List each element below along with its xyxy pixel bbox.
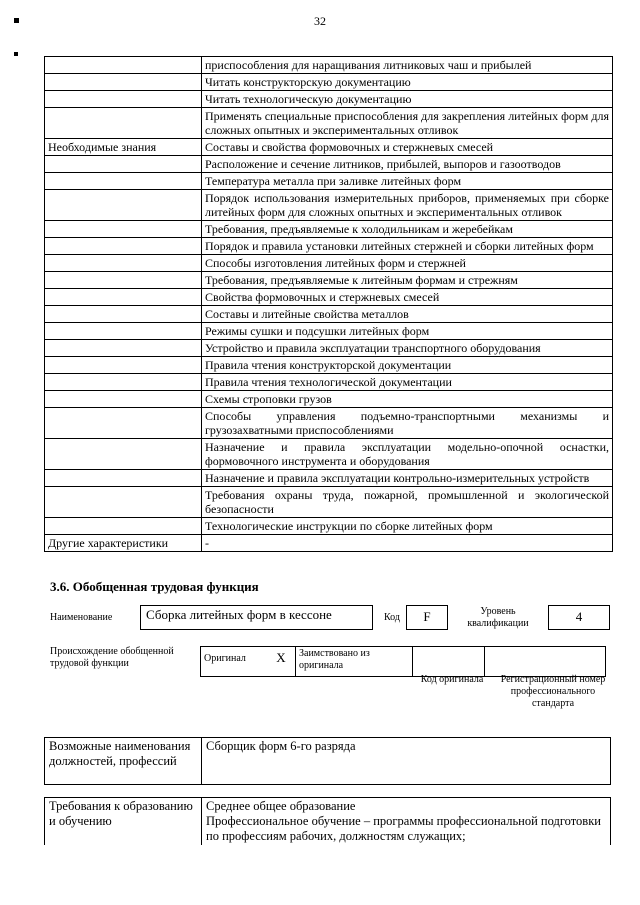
row-value: Назначение и правила эксплуатации контрольно-измерительных устройств: [202, 470, 613, 487]
original-mark: X: [267, 647, 296, 677]
row-value: Правила чтения конструкторской документации: [202, 357, 613, 374]
row-label: [45, 391, 202, 408]
row-value: Порядок и правила установки литейных стержней и сборки литейных форм: [202, 238, 613, 255]
table-row: [45, 156, 613, 173]
origin-label: Происхождение обобщенной трудовой функции: [50, 646, 174, 669]
table-row: [45, 108, 613, 139]
row-label: [45, 340, 202, 357]
table-row: [45, 173, 613, 190]
knowledge-table-body: [45, 57, 613, 552]
name-value: Сборка литейных форм в кессоне: [146, 607, 332, 622]
row-label: [45, 156, 202, 173]
row-label: [45, 323, 202, 340]
knowledge-table: [44, 56, 613, 552]
row-label: [45, 357, 202, 374]
row-value: Устройство и правила эксплуатации транспортного оборудования: [202, 340, 613, 357]
code-value: F: [423, 609, 431, 624]
row-value: Составы и свойства формовочных и стержневых смесей: [202, 139, 613, 156]
name-label: Наименование: [50, 612, 113, 623]
name-value-box: [140, 605, 373, 630]
row-value: Технологические инструкции по сборке литейных форм: [202, 518, 613, 535]
table-row: [45, 374, 613, 391]
row-value: Назначение и правила эксплуатации модельно-опочной оснастки, формовочного инструмента и оборудования: [202, 439, 613, 470]
table-row: [45, 272, 613, 289]
page-number: 32: [314, 14, 326, 28]
table-row: [45, 439, 613, 470]
row-value: Требования, предъявляемые к литейным формам и стрежням: [202, 272, 613, 289]
education-value: [202, 798, 611, 846]
row-label: [45, 272, 202, 289]
row-label: [45, 190, 202, 221]
row-value: Требования охраны труда, пожарной, промышленной и экологической безопасности: [202, 487, 613, 518]
code-value-box: [406, 605, 448, 630]
table-row: [45, 74, 613, 91]
positions-table: [44, 737, 611, 785]
code-original-caption: Код оригинала: [420, 674, 484, 685]
education-table: [44, 797, 611, 845]
code-label: Код: [384, 612, 400, 623]
row-label: [45, 221, 202, 238]
table-row: [45, 357, 613, 374]
education-label: Требования к образованию и обучению: [45, 798, 202, 846]
margin-mark: [14, 18, 19, 23]
table-row: [45, 139, 613, 156]
section-title: 3.6. Обобщенная трудовая функция: [50, 579, 259, 594]
row-value: приспособления для наращивания литниковых чаш и прибылей: [202, 57, 613, 74]
row-value: Режимы сушки и подсушки литейных форм: [202, 323, 613, 340]
row-label: [45, 173, 202, 190]
row-label: [45, 306, 202, 323]
row-value: Требования, предъявляемые к холодильникам и жеребейкам: [202, 221, 613, 238]
table-row: [45, 487, 613, 518]
row-label: Необходимые знания: [45, 139, 202, 156]
row-value: Применять специальные приспособления для закрепления литейных форм для сложных опытных и экспериментальных отливок: [202, 108, 613, 139]
row-label: [45, 470, 202, 487]
table-row: [45, 255, 613, 272]
row-value: Температура металла при заливке литейных форм: [202, 173, 613, 190]
row-value: Способы управления подъемно-транспортными механизмы и грузозахватными приспособлениями: [202, 408, 613, 439]
row-label: [45, 518, 202, 535]
reg-number-caption: Регистрационный номер профессионального стандарта: [500, 674, 606, 709]
table-row: [45, 57, 613, 74]
table-row: [45, 306, 613, 323]
table-row: [45, 518, 613, 535]
row-value: Читать конструкторскую документацию: [202, 74, 613, 91]
row-value: Читать технологическую документацию: [202, 91, 613, 108]
original-label: Оригинал: [201, 647, 268, 677]
row-value: Расположение и сечение литников, прибылей, выпоров и газоотводов: [202, 156, 613, 173]
row-value: Схемы строповки грузов: [202, 391, 613, 408]
row-label: [45, 91, 202, 108]
row-value: Составы и литейные свойства металлов: [202, 306, 613, 323]
row-value: Способы изготовления литейных форм и стержней: [202, 255, 613, 272]
table-row: [45, 470, 613, 487]
row-label: [45, 289, 202, 306]
level-value-box: [548, 605, 610, 630]
row-label: [45, 439, 202, 470]
positions-value: Сборщик форм 6-го разряда: [202, 738, 611, 785]
table-row: [45, 238, 613, 255]
table-row: [45, 408, 613, 439]
table-row: [45, 340, 613, 357]
level-value: 4: [575, 609, 583, 624]
positions-label: Возможные наименования должностей, профессий: [45, 738, 202, 785]
row-value: -: [202, 535, 613, 552]
table-row: [45, 391, 613, 408]
row-label: [45, 108, 202, 139]
table-row: [45, 289, 613, 306]
row-label: [45, 57, 202, 74]
education-line: Среднее общее образование: [206, 799, 356, 813]
education-line: Профессиональное обучение – программы профессиональной подготовки по профессиям рабочих, должностям служащих;: [206, 814, 601, 843]
table-row: [45, 535, 613, 552]
borrowed-label: Заимствовано из оригинала: [296, 647, 413, 677]
table-row: [45, 190, 613, 221]
row-label: [45, 74, 202, 91]
code-original-cell: [413, 647, 485, 677]
table-row: [45, 91, 613, 108]
row-label: [45, 238, 202, 255]
table-row: [45, 221, 613, 238]
level-label: Уровень квалификации: [467, 606, 529, 629]
row-value: Свойства формовочных и стержневых смесей: [202, 289, 613, 306]
row-value: Правила чтения технологической документации: [202, 374, 613, 391]
row-label: [45, 255, 202, 272]
row-label: [45, 408, 202, 439]
origin-table: [200, 646, 606, 677]
row-label: [45, 374, 202, 391]
table-row: [45, 323, 613, 340]
row-label: [45, 487, 202, 518]
reg-number-cell: [485, 647, 606, 677]
row-value: Порядок использования измерительных приборов, применяемых при сборке литейных форм для сложных опытных и экспериментальных отливок: [202, 190, 613, 221]
margin-mark: [14, 52, 18, 56]
row-label: Другие характеристики: [45, 535, 202, 552]
